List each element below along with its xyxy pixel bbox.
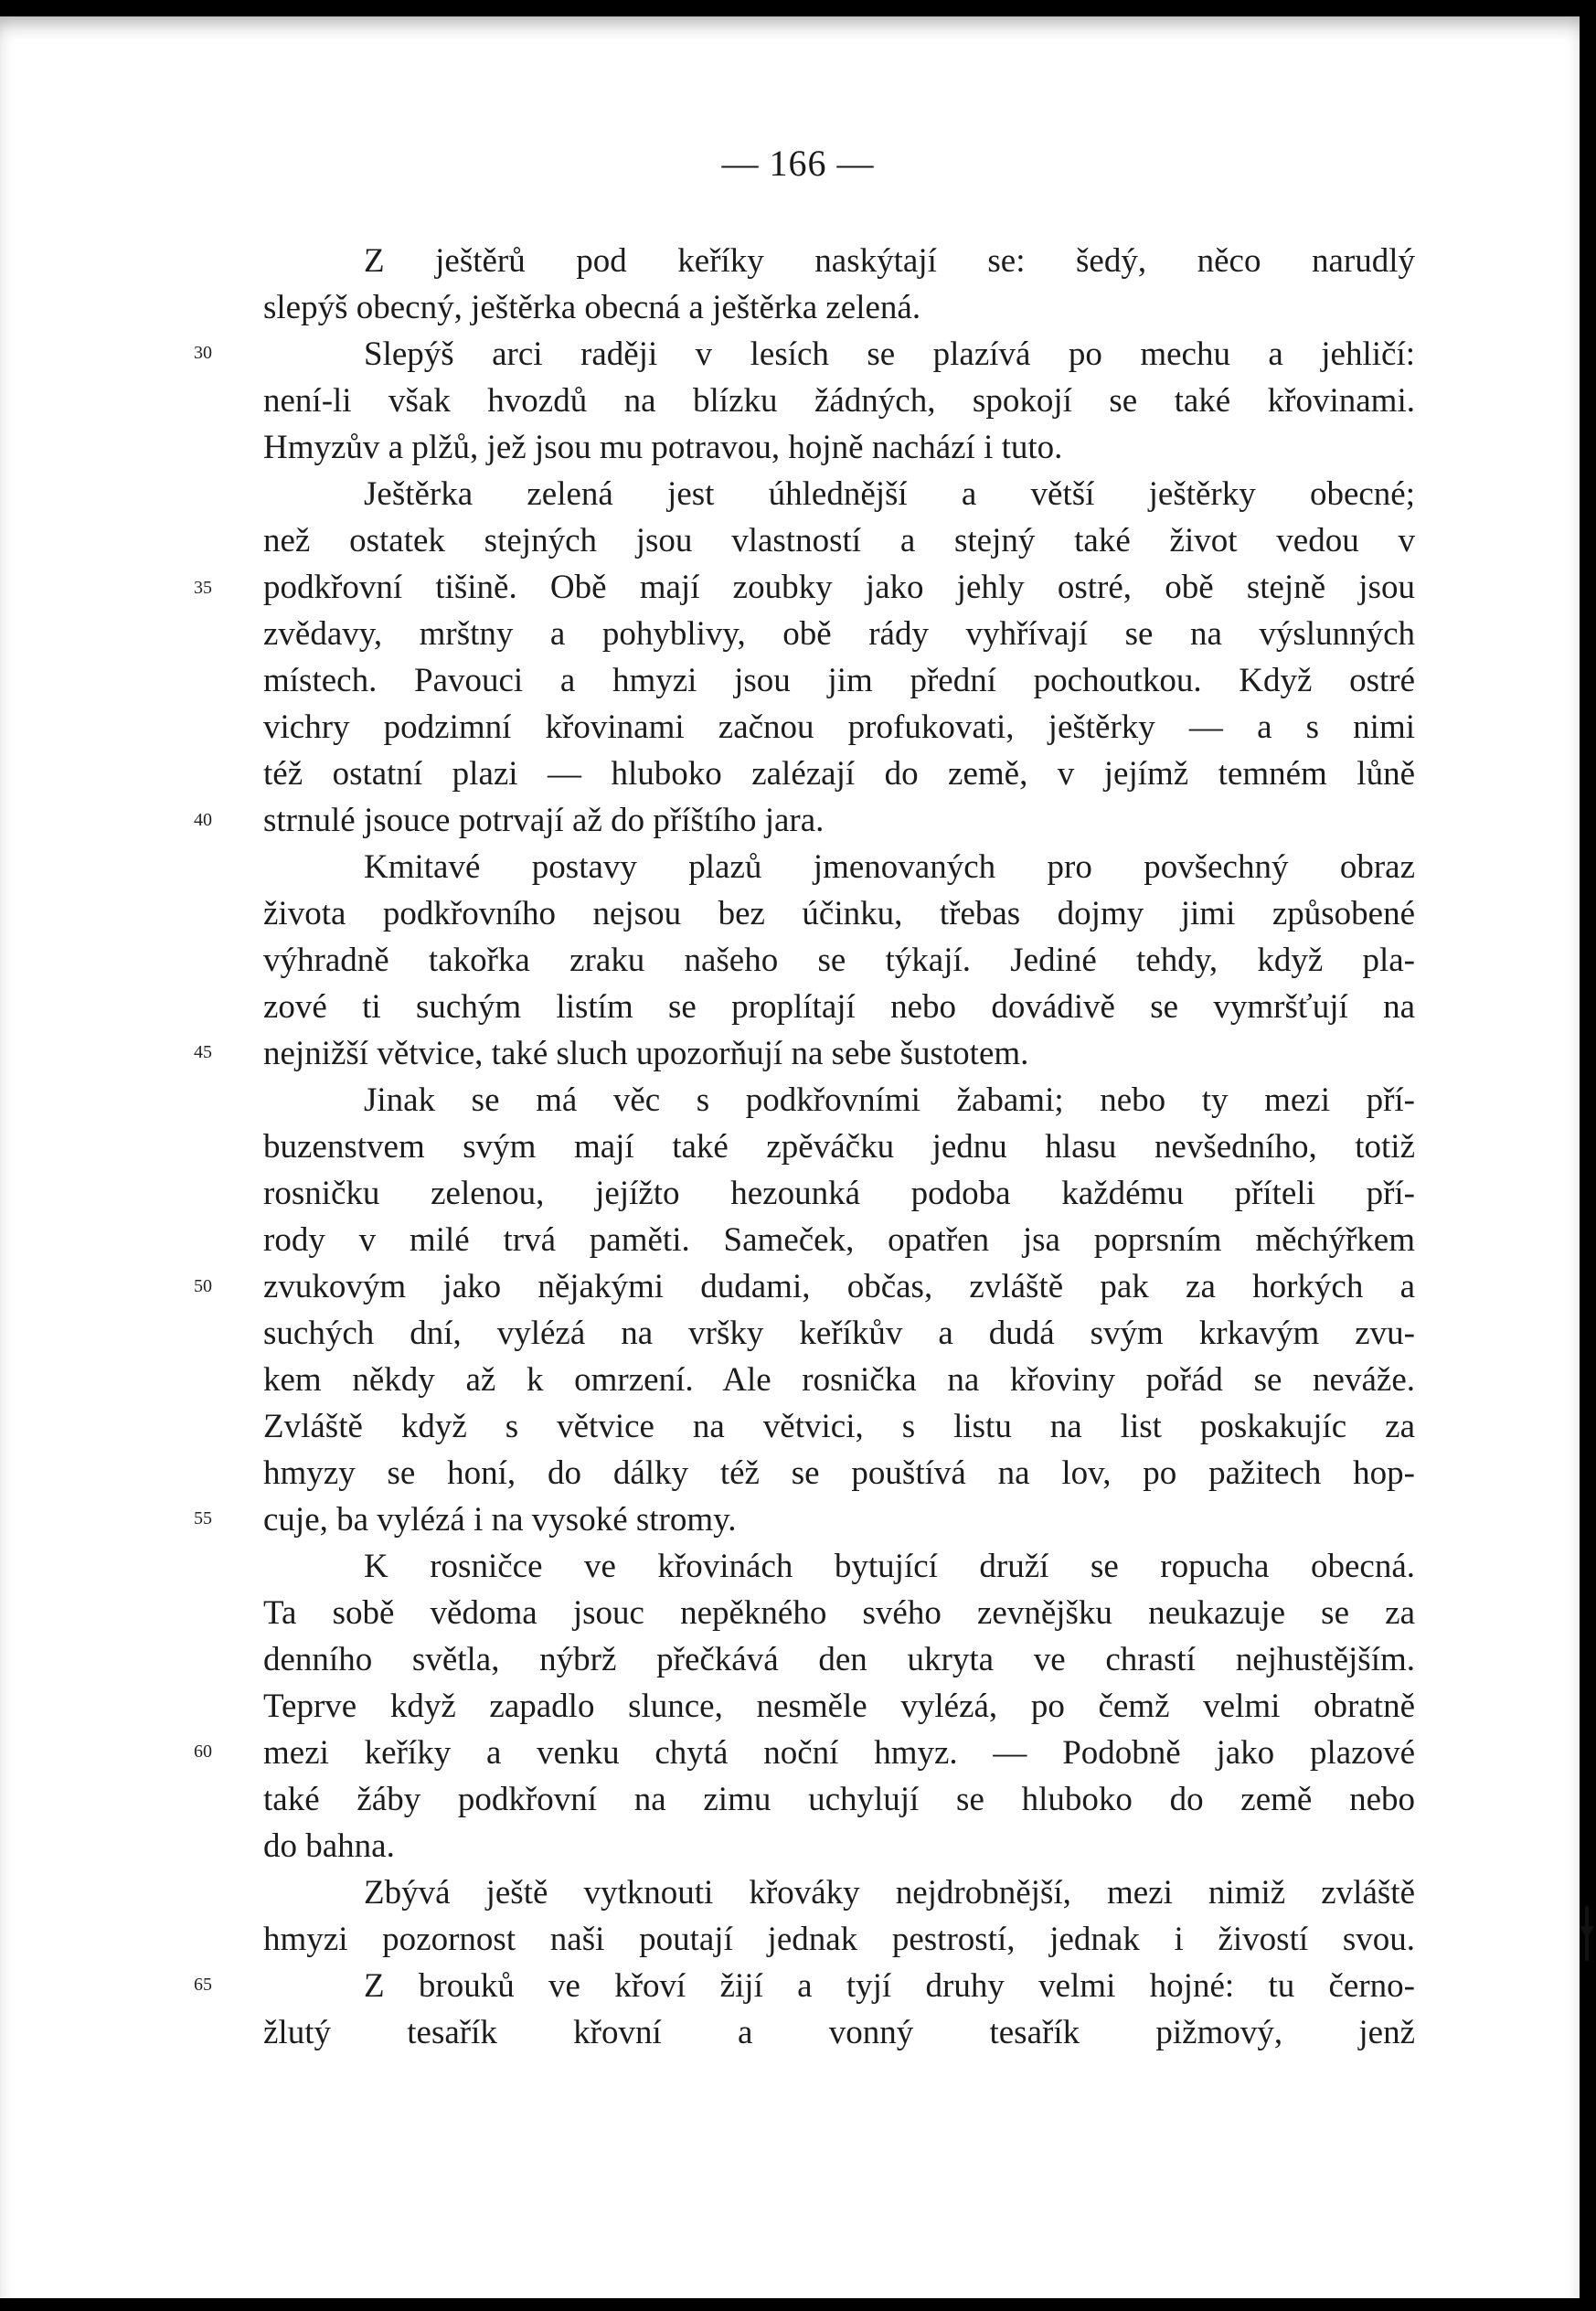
text-line: než ostatek stejných jsou vlastností a stejný také život vedou v — [263, 522, 1415, 559]
text-line: Ta sobě vědoma jsouc nepěkného svého zevnějšku neukazuje se za — [263, 1594, 1415, 1632]
text-line: není-li však hvozdů na blízku žádných, spokojí se také křovinami. — [263, 382, 1415, 420]
text-line: kem někdy až k omrzení. Ale rosnička na křoviny pořád se neváže. — [263, 1361, 1415, 1399]
text-line: Teprve když zapadlo slunce, nesměle vylézá, po čemž velmi obratně — [263, 1688, 1415, 1725]
page-number: — 166 — — [721, 143, 875, 184]
line-number-30: 30 — [194, 343, 212, 363]
text-line: nejnižší větvice, také sluch upozorňují na sebe šustotem. — [263, 1035, 1029, 1072]
body-text — [263, 238, 1415, 2056]
text-line: Ještěrka zelená jest úhlednější a větší ještěrky obecné; — [364, 475, 1415, 513]
text-line: též ostatní plazi — hluboko zalézají do země, v jejímž temném lůně — [263, 755, 1415, 793]
text-line: Zvláště když s větvice na větvici, s listu na list poskakujíc za — [263, 1408, 1415, 1445]
line-number-65: 65 — [194, 1975, 212, 1995]
text-line: žlutý tesařík křovní a vonný tesařík pižmový, jenž — [263, 2014, 1415, 2051]
text-line: Jinak se má věc s podkřovními žabami; nebo ty mezi pří- — [364, 1081, 1415, 1119]
line-number-50: 50 — [194, 1276, 212, 1296]
text-line: Hmyzův a plžů, jež jsou mu potravou, hojně nachází i tuto. — [263, 429, 1063, 466]
line-number-35: 35 — [194, 578, 212, 598]
text-line: cuje, ba vylézá i na vysoké stromy. — [263, 1501, 737, 1539]
text-line: také žáby podkřovní na zimu uchylují se hluboko do země nebo — [263, 1781, 1415, 1818]
text-line: Z brouků ve křoví žijí a tyjí druhy velmi hojné: tu černo- — [364, 1967, 1415, 2005]
line-number-55: 55 — [194, 1508, 212, 1528]
text-line: Z ještěrů pod keříky naskýtají se: šedý, něco narudlý — [364, 242, 1415, 280]
page-edge-tab-icon — [1580, 1906, 1596, 1961]
text-line: rosničku zelenou, jejížto hezounká podoba každému příteli pří- — [263, 1175, 1415, 1212]
text-line: Zbývá ještě vytknouti křováky nejdrobnější, mezi nimiž zvláště — [364, 1874, 1415, 1912]
line-number-40: 40 — [194, 810, 212, 830]
text-line: zové ti suchým listím se proplítají nebo dovádivě se vymršťují na — [263, 988, 1415, 1026]
text-line: hmyzy se honí, do dálky též se pouštívá na lov, po pažitech hop- — [263, 1454, 1415, 1492]
text-line: zvědavy, mrštny a pohyblivy, obě rády vyhřívají se na výslunných — [263, 615, 1415, 653]
text-line: do bahna. — [263, 1827, 395, 1865]
text-line: hmyzi pozornost naši poutají jednak pestrostí, jednak i živostí svou. — [263, 1921, 1415, 1958]
text-line: slepýš obecný, ještěrka obecná a ještěrka zelená. — [263, 289, 921, 326]
text-line: zvukovým jako nějakými dudami, občas, zvláště pak za horkých a — [263, 1268, 1415, 1305]
text-line: místech. Pavouci a hmyzi jsou jim přední pochoutkou. Když ostré — [263, 662, 1415, 699]
text-line: života podkřovního nejsou bez účinku, třebas dojmy jimi způsobené — [263, 895, 1415, 932]
text-line: strnulé jsouce potrvají až do příštího jara. — [263, 802, 825, 839]
text-line: K rosničce ve křovinách bytující druží se ropucha obecná. — [364, 1548, 1415, 1585]
text-line: rody v milé trvá paměti. Sameček, opatřen jsa poprsním měchýřkem — [263, 1221, 1415, 1259]
text-line: Slepýš arci raději v lesích se plazívá po mechu a jehličí: — [364, 335, 1415, 373]
text-line: Kmitavé postavy plazů jmenovaných pro povšechný obraz — [364, 848, 1415, 886]
text-line: denního světla, nýbrž přečkává den ukryta ve chrastí nejhustějším. — [263, 1641, 1415, 1678]
text-line: výhradně takořka zraku našeho se týkají. Jediné tehdy, když pla- — [263, 942, 1415, 979]
line-number-45: 45 — [194, 1042, 212, 1062]
line-number-60: 60 — [194, 1741, 212, 1762]
text-line: suchých dní, vylézá na vršky keříkův a dudá svým krkavým zvu- — [263, 1315, 1415, 1352]
text-line: podkřovní tišině. Obě mají zoubky jako jehly ostré, obě stejně jsou — [263, 569, 1415, 606]
text-line: mezi keříky a venku chytá noční hmyz. — Podobně jako plazové — [263, 1734, 1415, 1772]
text-line: buzenstvem svým mají také zpěváčku jednu hlasu nevšedního, totiž — [263, 1128, 1415, 1166]
text-line: vichry podzimní křovinami začnou profukovati, ještěrky — a s nimi — [263, 708, 1415, 746]
